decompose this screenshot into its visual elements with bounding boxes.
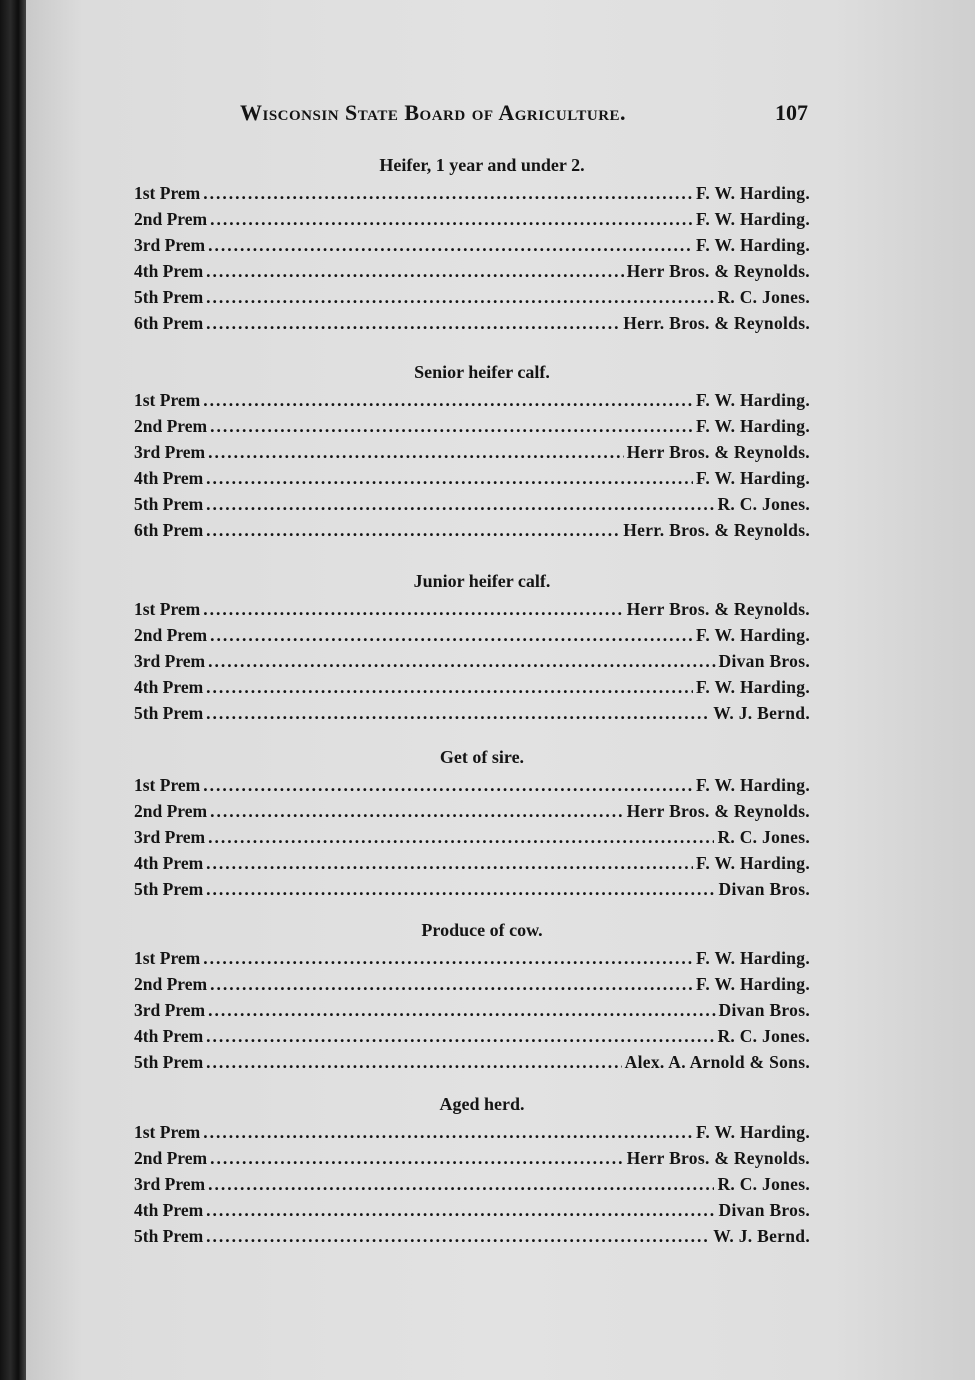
section-title: Get of sire. bbox=[439, 747, 525, 767]
premium-entry bbox=[134, 1049, 810, 1075]
premium-entry bbox=[134, 674, 810, 700]
premium-winner: Herr. Bros. & Reynolds. bbox=[623, 313, 810, 333]
premium-entry bbox=[134, 971, 810, 997]
premium-entry bbox=[134, 206, 810, 232]
premium-winner: Divan Bros. bbox=[718, 1200, 810, 1220]
premium-place: 1st Prem bbox=[134, 1122, 201, 1142]
premium-winner: F. W. Harding. bbox=[696, 948, 810, 968]
premium-winner: Herr Bros. & Reynolds. bbox=[626, 801, 810, 821]
dot-leader bbox=[210, 622, 693, 648]
section-junior-heifer-calf bbox=[134, 568, 810, 726]
premium-winner: Divan Bros. bbox=[718, 651, 810, 671]
premium-place: 6th Prem bbox=[134, 520, 204, 540]
dot-leader bbox=[206, 310, 620, 336]
premium-place: 3rd Prem bbox=[134, 1000, 206, 1020]
premium-winner: F. W. Harding. bbox=[696, 775, 810, 795]
premium-place: 1st Prem bbox=[134, 775, 201, 795]
dot-leader bbox=[206, 700, 710, 726]
premium-winner: F. W. Harding. bbox=[696, 183, 810, 203]
premium-winner: F. W. Harding. bbox=[696, 235, 810, 255]
dot-leader bbox=[210, 413, 693, 439]
premium-entry bbox=[134, 596, 810, 622]
premium-place: 5th Prem bbox=[134, 879, 204, 899]
dot-leader bbox=[203, 596, 623, 622]
section-get-of-sire bbox=[134, 744, 810, 902]
dot-leader bbox=[203, 387, 693, 413]
dot-leader bbox=[208, 439, 623, 465]
premium-winner: F. W. Harding. bbox=[696, 974, 810, 994]
premium-place: 2nd Prem bbox=[134, 625, 208, 645]
section-aged-herd bbox=[134, 1091, 810, 1249]
premium-place: 5th Prem bbox=[134, 1052, 204, 1072]
dot-leader bbox=[210, 971, 693, 997]
premium-entry bbox=[134, 648, 810, 674]
premium-winner: W. J. Bernd. bbox=[713, 1226, 810, 1246]
dot-leader bbox=[210, 798, 624, 824]
premium-winner: R. C. Jones. bbox=[717, 494, 810, 514]
premium-place: 6th Prem bbox=[134, 313, 204, 333]
premium-place: 4th Prem bbox=[134, 261, 204, 281]
premium-winner: R. C. Jones. bbox=[717, 1026, 810, 1046]
premium-entry bbox=[134, 1145, 810, 1171]
premium-entry bbox=[134, 310, 810, 336]
section-title: Produce of cow. bbox=[421, 920, 543, 940]
premium-winner: Herr Bros. & Reynolds. bbox=[626, 261, 810, 281]
dot-leader bbox=[206, 284, 714, 310]
premium-entry bbox=[134, 387, 810, 413]
premium-winner: F. W. Harding. bbox=[696, 468, 810, 488]
premium-winner: Divan Bros. bbox=[718, 879, 810, 899]
premium-place: 1st Prem bbox=[134, 183, 201, 203]
premium-entry bbox=[134, 180, 810, 206]
dot-leader bbox=[206, 876, 715, 902]
section-produce-of-cow bbox=[134, 917, 810, 1075]
dot-leader bbox=[203, 1119, 693, 1145]
premium-place: 5th Prem bbox=[134, 703, 204, 723]
premium-entry bbox=[134, 1197, 810, 1223]
premium-place: 5th Prem bbox=[134, 1226, 204, 1246]
premium-entry bbox=[134, 1119, 810, 1145]
dot-leader bbox=[206, 1049, 621, 1075]
premium-winner: Herr. Bros. & Reynolds. bbox=[623, 520, 810, 540]
premium-place: 3rd Prem bbox=[134, 442, 206, 462]
premium-entry bbox=[134, 284, 810, 310]
dot-leader bbox=[206, 258, 623, 284]
dot-leader bbox=[203, 945, 693, 971]
premium-winner: F. W. Harding. bbox=[696, 853, 810, 873]
dot-leader bbox=[206, 517, 620, 543]
premium-place: 3rd Prem bbox=[134, 235, 206, 255]
dot-leader bbox=[206, 1023, 714, 1049]
dot-leader bbox=[206, 1223, 710, 1249]
premium-place: 4th Prem bbox=[134, 677, 204, 697]
premium-place: 4th Prem bbox=[134, 1026, 204, 1046]
running-head: Wisconsin State Board of Agriculture. bbox=[240, 100, 627, 125]
premium-entry bbox=[134, 945, 810, 971]
section-title: Senior heifer calf. bbox=[414, 362, 550, 382]
premium-place: 2nd Prem bbox=[134, 209, 208, 229]
premium-entry bbox=[134, 258, 810, 284]
premium-place: 3rd Prem bbox=[134, 827, 206, 847]
premium-winner: F. W. Harding. bbox=[696, 416, 810, 436]
premium-place: 4th Prem bbox=[134, 468, 204, 488]
dot-leader bbox=[203, 772, 693, 798]
premium-winner: Herr Bros. & Reynolds. bbox=[626, 599, 810, 619]
premium-place: 1st Prem bbox=[134, 599, 201, 619]
dot-leader bbox=[208, 997, 715, 1023]
dot-leader bbox=[206, 1197, 715, 1223]
premium-entry bbox=[134, 517, 810, 543]
premium-place: 3rd Prem bbox=[134, 1174, 206, 1194]
dot-leader bbox=[206, 491, 714, 517]
premium-place: 1st Prem bbox=[134, 948, 201, 968]
premium-winner: R. C. Jones. bbox=[717, 287, 810, 307]
premium-entry bbox=[134, 700, 810, 726]
premium-winner: Alex. A. Arnold & Sons. bbox=[624, 1052, 810, 1072]
premium-entry bbox=[134, 232, 810, 258]
premium-entry bbox=[134, 622, 810, 648]
premium-entry bbox=[134, 413, 810, 439]
premium-winner: W. J. Bernd. bbox=[713, 703, 810, 723]
premium-winner: F. W. Harding. bbox=[696, 209, 810, 229]
book-spine-shadow bbox=[0, 0, 26, 1380]
premium-entry bbox=[134, 1223, 810, 1249]
dot-leader bbox=[206, 674, 693, 700]
premium-place: 2nd Prem bbox=[134, 1148, 208, 1168]
premium-winner: Herr Bros. & Reynolds. bbox=[626, 1148, 810, 1168]
premium-winner: F. W. Harding. bbox=[696, 625, 810, 645]
premium-place: 2nd Prem bbox=[134, 801, 208, 821]
premium-place: 1st Prem bbox=[134, 390, 201, 410]
dot-leader bbox=[208, 648, 715, 674]
premium-entry bbox=[134, 997, 810, 1023]
premium-entry bbox=[134, 1023, 810, 1049]
premium-entry bbox=[134, 798, 810, 824]
dot-leader bbox=[208, 824, 714, 850]
section-senior-heifer-calf bbox=[134, 359, 810, 543]
section-title: Aged herd. bbox=[439, 1094, 525, 1114]
section-title: Heifer, 1 year and under 2. bbox=[379, 155, 585, 175]
premium-place: 5th Prem bbox=[134, 287, 204, 307]
premium-entry bbox=[134, 876, 810, 902]
premium-winner: R. C. Jones. bbox=[717, 1174, 810, 1194]
premium-winner: Divan Bros. bbox=[718, 1000, 810, 1020]
dot-leader bbox=[206, 465, 693, 491]
dot-leader bbox=[206, 850, 693, 876]
premium-entry bbox=[134, 465, 810, 491]
premium-place: 2nd Prem bbox=[134, 416, 208, 436]
dot-leader bbox=[203, 180, 693, 206]
premium-entry bbox=[134, 439, 810, 465]
premium-place: 4th Prem bbox=[134, 1200, 204, 1220]
premium-winner: R. C. Jones. bbox=[717, 827, 810, 847]
page-number: 107 bbox=[775, 100, 808, 125]
section-heifer-1-year bbox=[134, 152, 810, 336]
premium-entry bbox=[134, 491, 810, 517]
dot-leader bbox=[210, 206, 693, 232]
premium-place: 4th Prem bbox=[134, 853, 204, 873]
premium-place: 2nd Prem bbox=[134, 974, 208, 994]
premium-place: 3rd Prem bbox=[134, 651, 206, 671]
section-title: Junior heifer calf. bbox=[413, 571, 551, 591]
premium-entry bbox=[134, 772, 810, 798]
dot-leader bbox=[208, 1171, 714, 1197]
premium-entry bbox=[134, 850, 810, 876]
premium-entry bbox=[134, 1171, 810, 1197]
dot-leader bbox=[210, 1145, 624, 1171]
dot-leader bbox=[208, 232, 693, 258]
premium-place: 5th Prem bbox=[134, 494, 204, 514]
premium-winner: Herr Bros. & Reynolds. bbox=[626, 442, 810, 462]
premium-winner: F. W. Harding. bbox=[696, 1122, 810, 1142]
premium-winner: F. W. Harding. bbox=[696, 677, 810, 697]
premium-entry bbox=[134, 824, 810, 850]
premium-winner: F. W. Harding. bbox=[696, 390, 810, 410]
